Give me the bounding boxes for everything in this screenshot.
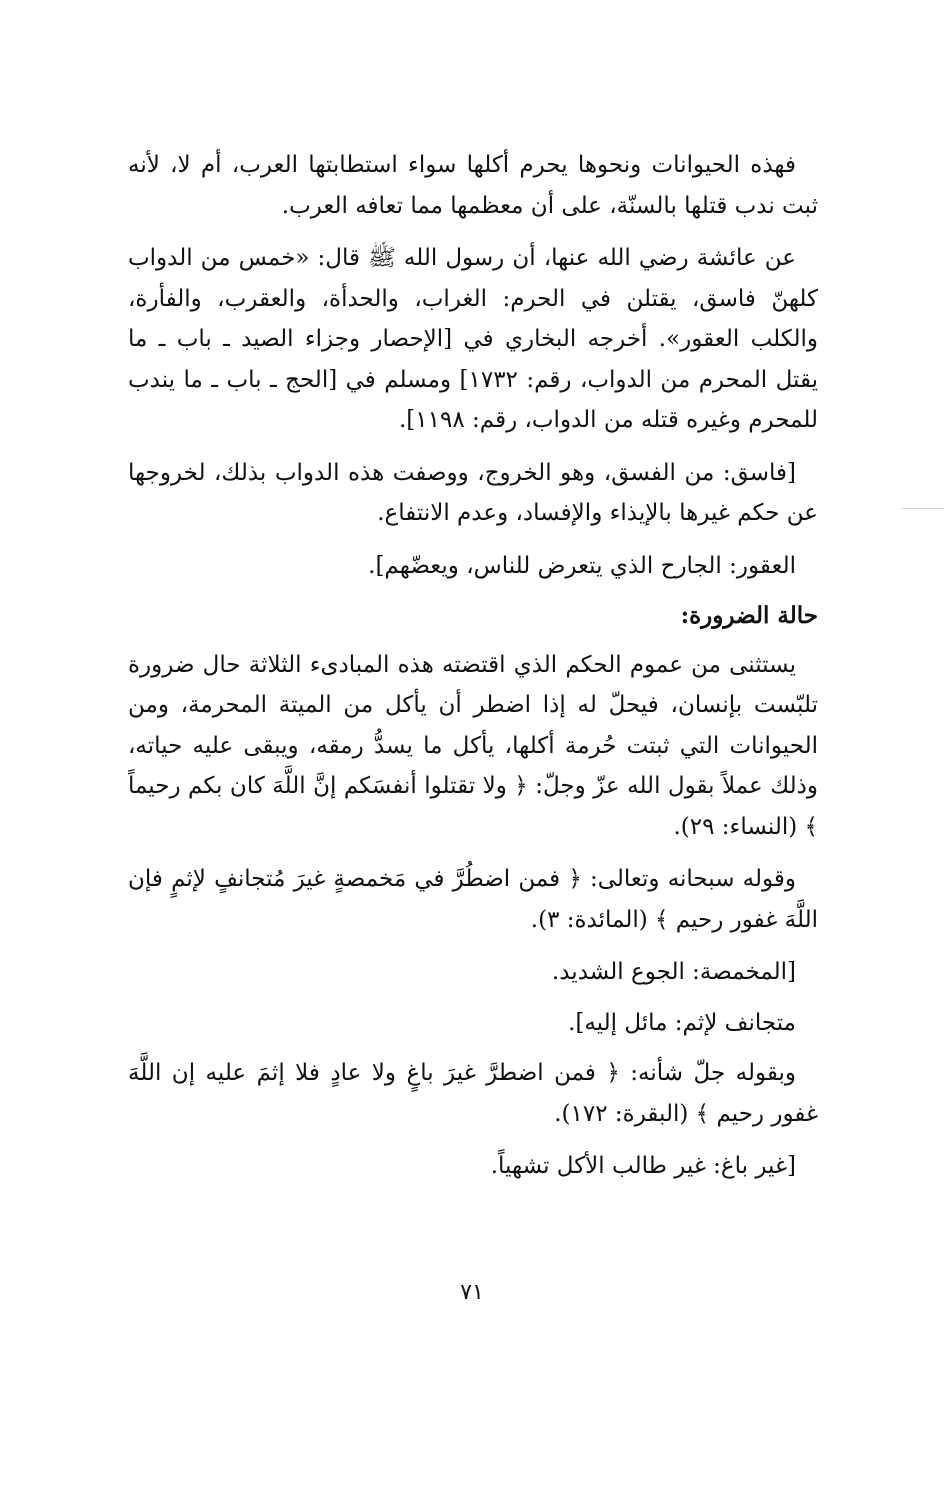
margin-mark	[902, 508, 944, 509]
section-heading: حالة الضرورة:	[680, 602, 818, 629]
note-makhmasa: [المخمصة: الجوع الشديد.	[551, 959, 796, 985]
paragraph-fasiq-note: [فاسق: من الفسق، وهو الخروج، ووصفت هذه الدواب بذلك، لخروجها عن حكم غيرها بالإيذاء والإفساد، وعدم الانتفاع.	[128, 459, 818, 526]
paragraph-necessity: يستثنى من عموم الحكم الذي اقتضته هذه المبادىء الثلاثة حال ضرورة تلبّست بإنسان، فيحلّ له إذا اضطر أن يأكل من الميتة المحرمة، ومن الحيوانات التي ثبتت حُرمة أكلها، يأكل ما يسدُّ رمقه، ويبقى عليه حياته، وذلك عملاً بقول الله عزّ وجلّ: ﴿ ولا تقتلوا أنفسَكم إنَّ اللَّهَ كان بكم رحيماً ﴾ (النساء: ٢٩).	[128, 651, 818, 840]
paragraph-intro: فهذه الحيوانات ونحوها يحرم أكلها سواء استطابتها العرب، أم لا، لأنه ثبت ندب قتلها بالسنّة، على أن معظمها مما تعافه العرب.	[128, 152, 818, 219]
note-mutajanif: متجانف لإثم: مائل إليه].	[568, 1009, 796, 1036]
paragraph-baqarah: وبقوله جلّ شأنه: ﴿ فمن اضطرَّ غيرَ باغٍ ولا عادٍ فلا إثمَ عليه إن اللَّهَ غفور رحيم ﴾ (البقرة: ١٧٢).	[128, 1060, 818, 1127]
note-aqur: العقور: الجارح الذي يتعرض للناس، ويعضّهم].	[368, 552, 796, 579]
paragraph-hadith: عن عائشة رضي الله عنها، أن رسول الله ﷺ قال: «خمس من الدواب كلهنّ فاسق، يقتلن في الحرم: الغراب، والحدأة، والعقرب، والفأرة، والكلب العقور». أخرجه البخاري في [الإحصار وجزاء الصيد ـ باب ـ ما يقتل المحرم من الدواب، رقم: ١٧٣٢] ومسلم في [الحج ـ باب ـ ما يندب للمحرم وغيره قتله من الدواب، رقم: ١١٩٨].	[128, 245, 818, 433]
note-bagh: [غير باغ: غير طالب الأكل تشهياً.	[490, 1153, 796, 1179]
page-number: ٧١	[460, 1280, 484, 1305]
page-body	[128, 145, 818, 1197]
paragraph-maidah: وقوله سبحانه وتعالى: ﴿ فمن اضطُرَّ في مَخمصةٍ غيرَ مُتجانفٍ لإثمٍ فإن اللَّهَ غفور رحيم ﴾ (المائدة: ٣).	[128, 866, 818, 933]
